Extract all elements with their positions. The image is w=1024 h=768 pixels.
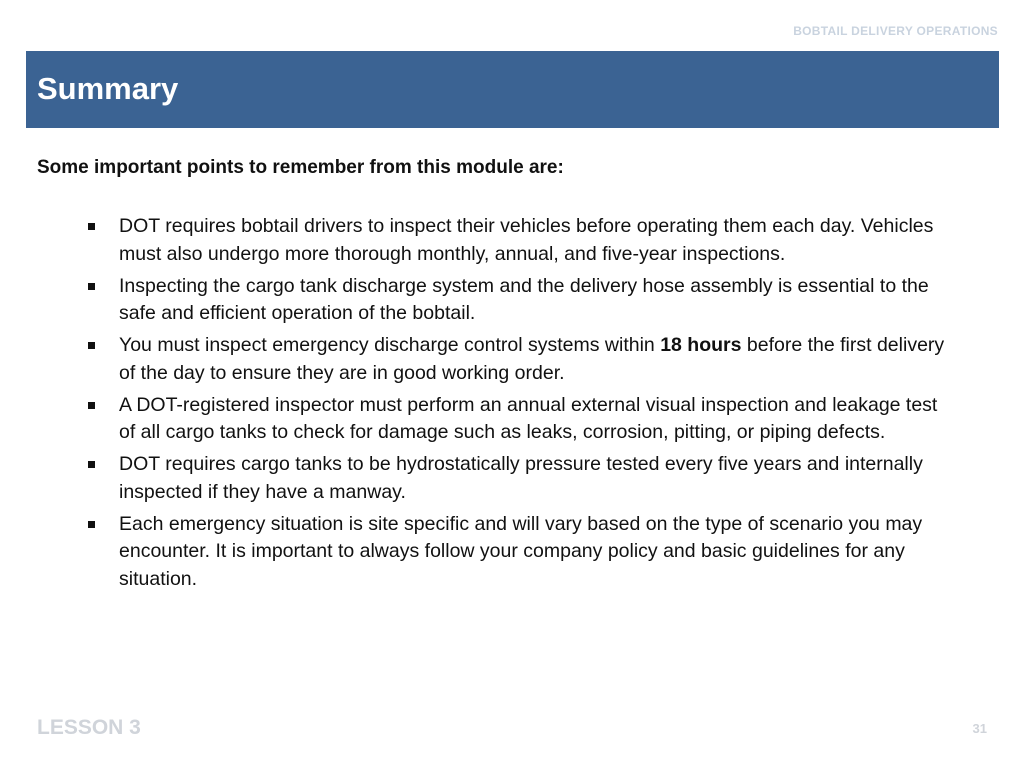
square-bullet-icon [88,283,95,290]
intro-text: Some important points to remember from this module are: [37,157,564,178]
square-bullet-icon [88,223,95,230]
title-bar [26,51,999,128]
bullet-item [83,332,958,387]
bullet-item [83,213,958,268]
bullet-item [83,451,958,506]
bullet-text: Each emergency situation is site specific and will vary based on the type of scenario you may encounter. It is important to always follow your company policy and basic guidelines for any situation. [119,512,923,590]
square-bullet-icon [88,461,95,468]
bullet-item [83,511,958,594]
bullet-item [83,392,958,447]
square-bullet-icon [88,342,95,349]
lesson-label: LESSON 3 [37,716,141,739]
bullet-text-after: before the first delivery of the day to ensure they are in good working order. [119,334,945,384]
square-bullet-icon [88,521,95,528]
page-title: Summary [37,71,179,106]
page-number: 31 [972,721,987,736]
bullet-text: DOT requires bobtail drivers to inspect their vehicles before operating them each day. Vehicles must also undergo more thorough monthly, annual, and five-year inspections. [119,215,934,265]
square-bullet-icon [88,402,95,409]
bullet-item [83,273,958,328]
bullet-text-before: You must inspect emergency discharge control systems within [119,334,661,356]
bullet-emphasis: 18 hours [660,334,742,356]
bullet-text: A DOT-registered inspector must perform an annual external visual inspection and leakage test of all cargo tanks to check for damage such as leaks, corrosion, pitting, or piping defects. [119,393,938,443]
section-label: BOBTAIL DELIVERY OPERATIONS [793,24,998,38]
bullet-text: Inspecting the cargo tank discharge system and the delivery hose assembly is essential to the safe and efficient operation of the bobtail. [119,274,929,324]
summary-bullet-list [83,213,958,598]
bullet-text: DOT requires cargo tanks to be hydrostatically pressure tested every five years and internally inspected if they have a manway. [119,453,923,503]
